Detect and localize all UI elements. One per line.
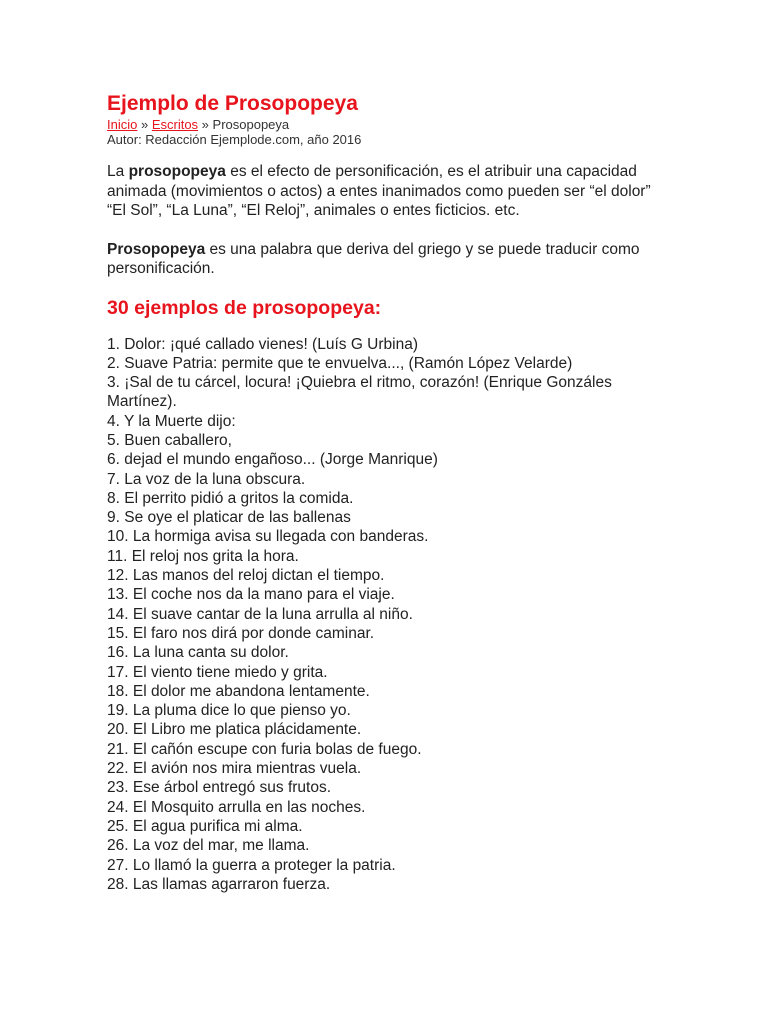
examples-list <box>107 335 667 895</box>
example-item: 20. El Libro me platica plácidamente. <box>107 721 362 739</box>
example-item: 5. Buen caballero, <box>107 431 232 449</box>
example-item: 18. El dolor me abandona lentamente. <box>107 682 370 700</box>
example-item: 17. El viento tiene miedo y grita. <box>107 663 328 681</box>
example-item: 7. La voz de la luna obscura. <box>107 470 306 488</box>
breadcrumb-section-link[interactable]: Escritos <box>151 117 199 132</box>
example-item: 9. Se oye el platicar de las ballenas <box>107 509 351 527</box>
breadcrumb <box>107 117 667 132</box>
page-title: Ejemplo de Prosopopeya <box>107 92 358 115</box>
example-item: 16. La luna canta su dolor. <box>107 644 289 662</box>
intro-text: La <box>107 163 129 180</box>
example-item: 25. El agua purifica mi alma. <box>107 817 303 835</box>
example-item: 22. El avión nos mira mientras vuela. <box>107 760 362 778</box>
example-item: 13. El coche nos da la mano para el viaje. <box>107 586 395 604</box>
example-item: 21. El cañón escupe con furia bolas de fuego. <box>107 740 422 758</box>
example-item: 26. La voz del mar, me llama. <box>107 837 310 855</box>
example-item: 24. El Mosquito arrulla en las noches. <box>107 798 366 816</box>
etymology-keyword: Prosopopeya <box>107 240 206 258</box>
breadcrumb-current: Prosopopeya <box>212 117 290 132</box>
example-item: 19. La pluma dice lo que pienso yo. <box>107 702 351 720</box>
example-item: 14. El suave cantar de la luna arrulla al niño. <box>107 605 413 623</box>
example-item: 23. Ese árbol entregó sus frutos. <box>107 779 332 797</box>
breadcrumb-separator: » <box>198 117 213 132</box>
document-page <box>107 92 667 894</box>
example-item: 27. Lo llamó la guerra a proteger la patria. <box>107 856 396 874</box>
intro-keyword: prosopopeya <box>128 163 226 180</box>
example-item: 4. Y la Muerte dijo: <box>107 412 236 430</box>
breadcrumb-separator: » <box>137 117 152 132</box>
etymology-paragraph <box>107 240 667 279</box>
example-item: 10. La hormiga avisa su llegada con banderas. <box>107 528 429 546</box>
example-item: 12. Las manos del reloj dictan el tiempo. <box>107 567 385 585</box>
breadcrumb-home-link[interactable]: Inicio <box>107 117 138 132</box>
intro-paragraph <box>107 162 667 221</box>
example-item: 11. El reloj nos grita la hora. <box>107 547 299 565</box>
example-item: 28. Las llamas agarraron fuerza. <box>107 875 331 893</box>
etymology-text: es una palabra que deriva del griego y se puede traducir como personificación. <box>107 240 640 277</box>
author-line: Autor: Redacción Ejemplode.com, año 2016 <box>107 132 362 147</box>
examples-heading: 30 ejemplos de prosopopeya: <box>107 296 382 319</box>
example-item: 15. El faro nos dirá por donde caminar. <box>107 624 375 642</box>
example-item: 8. El perrito pidió a gritos la comida. <box>107 489 354 507</box>
example-item: 3. ¡Sal de tu cárcel, locura! ¡Quiebra el ritmo, corazón! (Enrique Gonzáles Martínez). <box>107 374 612 411</box>
intro-text: es el efecto de personificación, es el atribuir una capacidad animada (movimientos o actos) a entes inanimados como pueden ser “el dolor” “El Sol”, “La Luna”, “El Reloj”, animales o entes ficticios. etc. <box>107 163 651 219</box>
example-item: 1. Dolor: ¡qué callado vienes! (Luís G Urbina) <box>107 335 419 353</box>
example-item: 6. dejad el mundo engañoso... (Jorge Manrique) <box>107 451 438 469</box>
example-item: 2. Suave Patria: permite que te envuelva..., (Ramón López Velarde) <box>107 354 573 372</box>
